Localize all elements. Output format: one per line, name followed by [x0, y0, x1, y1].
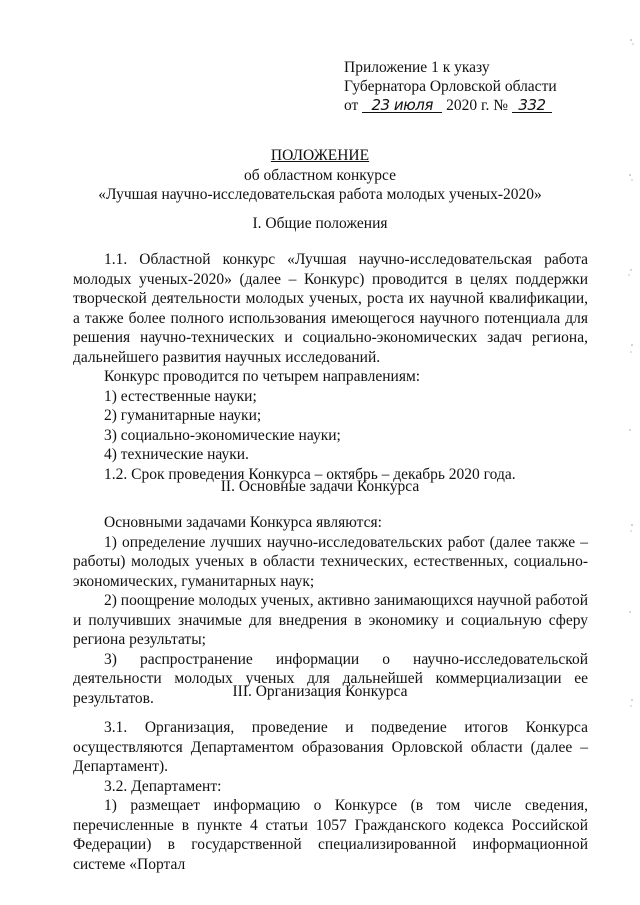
date-prefix: от: [344, 97, 359, 114]
paragraph-1-1: 1.1. Областной конкурс «Лучшая научно-исследовательская работа молодых ученых-2020» (далее – Конкурс) проводится в целях поддержки творческой деятельности молодых ученых, роста их научной квалификации, а также более полного использования имеющегося научного потенциала для решения научно-технических и социально-экономических задач региона, дальнейшего развития научных исследований.: [73, 251, 588, 366]
appendix-date-line: [344, 96, 604, 115]
handwritten-number: 332: [512, 98, 552, 113]
tasks-intro: Основными задачами Конкурса являются:: [104, 514, 382, 531]
task-item: 1) определение лучших научно-исследовательских работ (далее также – работы) молодых ученых в области технических, естественных, социально-экономических, гуманитарных наук;: [73, 533, 588, 590]
paragraph-3-1: 3.1. Организация, проведение и подведение итогов Конкурса осуществляются Департаментом образования Орловской области (далее – Департамент).: [73, 719, 588, 775]
title-main: ПОЛОЖЕНИЕ: [270, 147, 370, 164]
direction-item: 4) технические науки.: [104, 446, 249, 463]
paragraph-3-2-item-1: 1) размещает информацию о Конкурсе (в том числе сведения, перечисленные в пункте 4 статьи 1057 Гражданского кодекса Российской Федерации) в государственной специализированной информационной системе «Портал: [73, 797, 588, 873]
section-2-body: [73, 513, 588, 708]
paragraph-3-2: 3.2. Департамент:: [104, 777, 222, 795]
appendix-line-1: Приложение 1 к указу: [344, 59, 490, 76]
section-3-heading: III. Организация Конкурса: [232, 683, 408, 700]
paragraph-1-2: 1.2. Срок проведения Конкурса – октябрь – декабрь 2020 года.: [104, 465, 516, 483]
section-1-body: [73, 250, 588, 484]
direction-item: 3) социально-экономические науки;: [104, 426, 341, 444]
title-sub-1: об областном конкурсе: [243, 166, 396, 184]
direction-item: 1) естественные науки;: [104, 387, 257, 405]
section-1-heading: I. Общие положения: [252, 215, 388, 232]
paragraph-directions: Конкурс проводится по четырем направлениям:: [104, 368, 421, 385]
section-3-body: [73, 718, 588, 874]
year-number-label: 2020 г. №: [446, 97, 509, 114]
scan-edge-marks: [622, 0, 640, 905]
title-sub-2: «Лучшая научно-исследовательская работа молодых ученых-2020»: [98, 186, 542, 203]
document-title: [0, 146, 640, 205]
task-item: 2) поощрение молодых ученых, активно занимающихся научной работой и получивших значимые для внедрения в экономику и социальную сферу региона результаты;: [73, 592, 588, 648]
handwritten-date: 23 июля: [362, 98, 442, 113]
appendix-stamp: [344, 58, 604, 115]
appendix-line-2: Губернатора Орловской области: [344, 78, 557, 95]
section-2-heading: II. Основные задачи Конкурса: [220, 478, 420, 495]
direction-item: 2) гуманитарные науки;: [104, 407, 262, 424]
task-item: 3) распространение информации о научно-исследовательской деятельности молодых ученых для дальнейшей коммерциализации ее результатов.: [73, 650, 588, 707]
